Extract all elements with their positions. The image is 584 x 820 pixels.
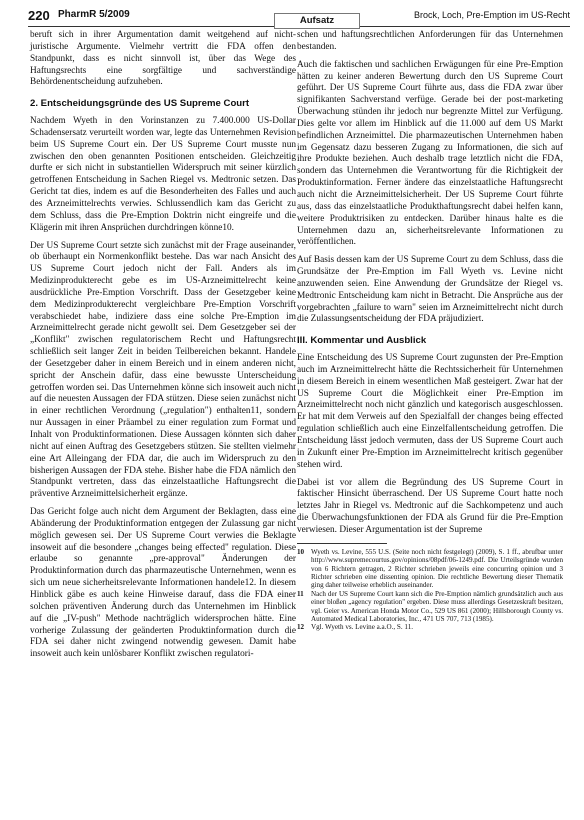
paragraph: Dabei ist vor allem die Begründung des US Supreme Court in faktischer Hinsicht überraschend. Der US Supreme Court hatte noch letztes Jahr in Riegel vs. Medtronic auf die Sachkompetenz und auch die Überwachungsfunktionen der FDA als Grund für die Pre-Emption verwiesen. Dieser Argumentation ist der Supreme xyxy=(297,477,563,535)
section-heading: III. Kommentar und Ausblick xyxy=(297,335,427,347)
footnote: 12 Vgl. Wyeth vs. Levine a.a.O., S. 11. xyxy=(297,623,414,632)
paragraph: schen und haftungsrechtlichen Anforderungen für das Unternehmen bestanden. xyxy=(297,30,563,52)
right-column xyxy=(297,30,563,632)
footnote-text: Vgl. Wyeth vs. Levine a.a.O., S. 11. xyxy=(311,623,414,632)
paragraph: Auf Basis dessen kam der US Supreme Court zu dem Schluss, dass die Grundsätze der Pre-Emption im Fall Wyeth vs. Levine nicht anzuwenden seien. Eine Anwendung der Grundsätze der Riegel vs. Medtronic Entscheidung kam nicht in Betracht. Die Ansprüche aus der vorgebrachten „failure to warn" seien im Arzneimittelrecht nicht durch die Zulassungsentscheidung der FDA präjudiziert. xyxy=(297,255,563,325)
footnote-text: Wyeth vs. Levine, 555 U.S. (Seite noch nicht festgelegt) (2009), S. 1 ff., abrufbar unter http://www.supremecourtus.gov/opinions/08pdf/06-1249.pdf. Die Urteilsgründe wurden von 6 Richtern getragen, 2 Richter schrieben jeweils eine concurring opinion und 3 Richter schrieben eine dissenting opinion. Die rechtliche Bewertung dieser Thematik ging daher teilweise erheblich auseinander. xyxy=(311,547,563,590)
paragraph: Auch die faktischen und sachlichen Erwägungen für eine Pre-Emption hätten zu keiner anderen Bewertung durch den US Supreme Court geführt. Der US Supreme Court führte aus, dass die FDA zwar über signifikanten Sachverstand verfüge. Gerade bei der post-marketing Überwachung stünden ihr jedoch nur begrenzte Mittel zur Verfügung. Dies gelte vor allem im Hinblick auf die 11.000 auf dem US Markt befindlichen Arzneimittel. Die pharmazeutischen Unternehmen haben im Gegensatz dazu besseren Zugang zu Informationen, die sich auf ihre Produkte beziehen. Auch deshalb trage letztlich nicht die FDA, sondern das Unternehmen die Verantwortung für die Richtigkeit der Produktinformation. Ferner ändere das einzelstaatliche Haftungsrecht auch nicht die Arzneimittelsicherheit. Der US Supreme Court führte aus, dass das einzelstaatliche Produkthaftungsrecht dabei helfen kann, weitere Produktrisiken zu entdecken. Darüber hinaus halte es die Unternehmen dazu an, sicherheitsrelevante Informationen zu veröffentlichen. xyxy=(297,59,563,248)
left-column xyxy=(30,30,296,661)
footnote: 11 Nach der US Supreme Court kann sich die Pre-Emption nämlich grundsätzlich auch aus einer bloßen „agency regulation" ergeben. Diese muss allerdings Gesetzeskraft besitzen, vgl. Geier vs. American Honda Motor Co., 529 US 861 (2000); Hillsborough County vs. Automated Medical Laboratories, Inc., 471 US 707, 713 (1985). xyxy=(297,589,563,623)
paragraph: Nachdem Wyeth in den Vorinstanzen zu 7.400.000 US-Dollar Schadensersatz verurteilt worden war, legte das Unternehmen Revision beim US Supreme Court ein. Der US Supreme Court musste nun zwischen den oben genannten Positionen entscheiden. Gleichzeitig durfte er sich nicht in substantiellen Widerspruch mit seiner kürzlich getroffenen Entscheidung in Sachen Riegel vs. Medtronic setzen. Das Gericht tat dies, indem es auf die Besonderheiten des Falles und auch des Arzneimittelrechts verwies. Schlussendlich kam das Gericht zu dem Schluss, dass die Pre-Emption Doktrin nicht eingreife und die Klägerin mit ihren Ansprüchen durchdringen könne10. xyxy=(30,116,296,233)
page-number: 220 xyxy=(28,8,50,23)
paragraph: beruft sich in ihrer Argumentation damit weitgehend auf nicht-juristische Argumente. Vielmehr vertritt die FDA offen den Standpunkt, dass es nicht sinnvoll ist, über das Wege des Haftungsrechts eine sorgfältige und sachverständige Behördenentscheidung aufzuheben. xyxy=(30,30,296,88)
section-heading: 2. Entscheidungsgründe des US Supreme Court xyxy=(30,98,250,110)
footnote-divider xyxy=(297,543,387,544)
paragraph: Das Gericht folge auch nicht dem Argument der Beklagten, dass eine Abänderung der Produktinformation entgegen der Zulassung gar nicht möglich gewesen sei. Der US Supreme Court verwies die Beklagte insoweit auf die besondere „changes being effected" regulation. Diese erlaube so genannte „pre-approval" Änderungen der Produktinformation durch das pharmazeutische Unternehmen, wenn es sich um neue sicherheitsrelevante Informationen handele12. In diesem Hinblick gäbe es auch keine Hinweise darauf, dass die FDA einer solchen präventiven Änderung durch das Unternehmen im Hinblick auf die „IV-push" Methode nachträglich widersprochen hätte. Eine vorherige Zulassung der geänderten Produktinformation durch die FDA sei daher nicht zwingend notwendig gewesen. Damit habe insoweit auch kein unlösbarer Konflikt zwischen regulatori- xyxy=(30,507,296,660)
paragraph: Eine Entscheidung des US Supreme Court zugunsten der Pre-Emption auch im Arzneimittelrecht hätte die Rechtssicherheit für Unternehmen in diesem Bereich in einem wesentlichen Maß gesteigert. Zwar hat der US Supreme Court die Möglichkeit einer Pre-Emption im Arzneimittelrecht noch nicht gänzlich und kategorisch ausgeschlossen. Er hat mit dem Verweis auf den Spezialfall der changes being effected regulation schließlich auch eine Einzelfallentscheidung getroffen. Die Entscheidung lässt jedoch vermuten, dass der US Supreme Court auch in Zukunft einer Pre-Emption im Arzneimittelrecht kritisch gegenüber stehen wird. xyxy=(297,353,563,470)
paragraph: Der US Supreme Court setzte sich zunächst mit der Frage auseinander, ob überhaupt ein Normenkonflikt bestehe. Das war nach Ansicht des US Supreme Court jedoch nicht der Fall. Anders als im Medizinprodukterecht gebe es im US-Arzneimittelrecht keine ausdrückliche Pre-Emption Vorschrift. Dass der Gesetzgeber keine dem Medizinprodukterecht vergleichbare Pre-Emption Vorschrift verabschiedet habe, indiziere dass eine solche Pre-Emption im Arzneimittelrecht gerade nicht gewollt sei. Dem Gesetzgeber sei der „Konflikt" zwischen regulatorischem Recht und Haftungsrecht schließlich seit langer Zeit in beiden Teilbereichen bekannt. Handele der Gesetzgeber daher in einem Bereich und in einem anderen nicht, spricht der Anschein dafür, dass eine bewusste Unterscheidung getroffen worden sei. Das Unternehmen könne sich insoweit auch nicht auf die neuesten Aussagen der FDA stützen. Diese seien zunächst nicht in einer rechtlichen Verordnung („regulation") enthalten11, sondern nur Aussagen in einer Präambel zu einer regulation zum Format und Inhalt von Produktinformationen. Diese Aussagen könnten sich daher nicht auf einen Auftrag des Gesetzgebers stützen. Sie stellten vielmehr eine Art Alleingang der FDA dar, die auch im Widerspruch zu den bisherigen Aussagen der FDA stehe. Bisher habe die FDA nämlich den Standpunkt vertreten, dass das einzelstaatliche Haftungsrecht die präventive Arzneimittelsicherheit ergänze. xyxy=(30,240,296,500)
section-tag: Aufsatz xyxy=(274,13,360,29)
footnote: 10 Wyeth vs. Levine, 555 U.S. (Seite noch nicht festgelegt) (2009), S. 1 ff., abrufbar unter http://www.supremecourtus.gov/opinions/08pdf/06-1249.pdf. Die Urteilsgründe wurden von 6 Richtern getragen, 2 Richter schrieben jeweils eine concurring opinion und 3 Richter schrieben eine dissenting opinion. Die rechtliche Bewertung dieser Thematik ging daher teilweise erheblich auseinander. xyxy=(297,547,563,590)
footnote-text: Nach der US Supreme Court kann sich die Pre-Emption nämlich grundsätzlich auch aus einer bloßen „agency regulation" ergeben. Diese muss allerdings Gesetzeskraft besitzen, vgl. Geier vs. American Honda Motor Co., 529 US 861 (2000); Hillsborough County vs. Automated Medical Laboratories, Inc., 471 US 707, 713 (1985). xyxy=(311,589,563,623)
journal-name: PharmR 5/2009 xyxy=(58,9,130,20)
running-title: Brock, Loch, Pre-Emption im US-Recht xyxy=(413,10,570,20)
page-header xyxy=(28,6,570,27)
